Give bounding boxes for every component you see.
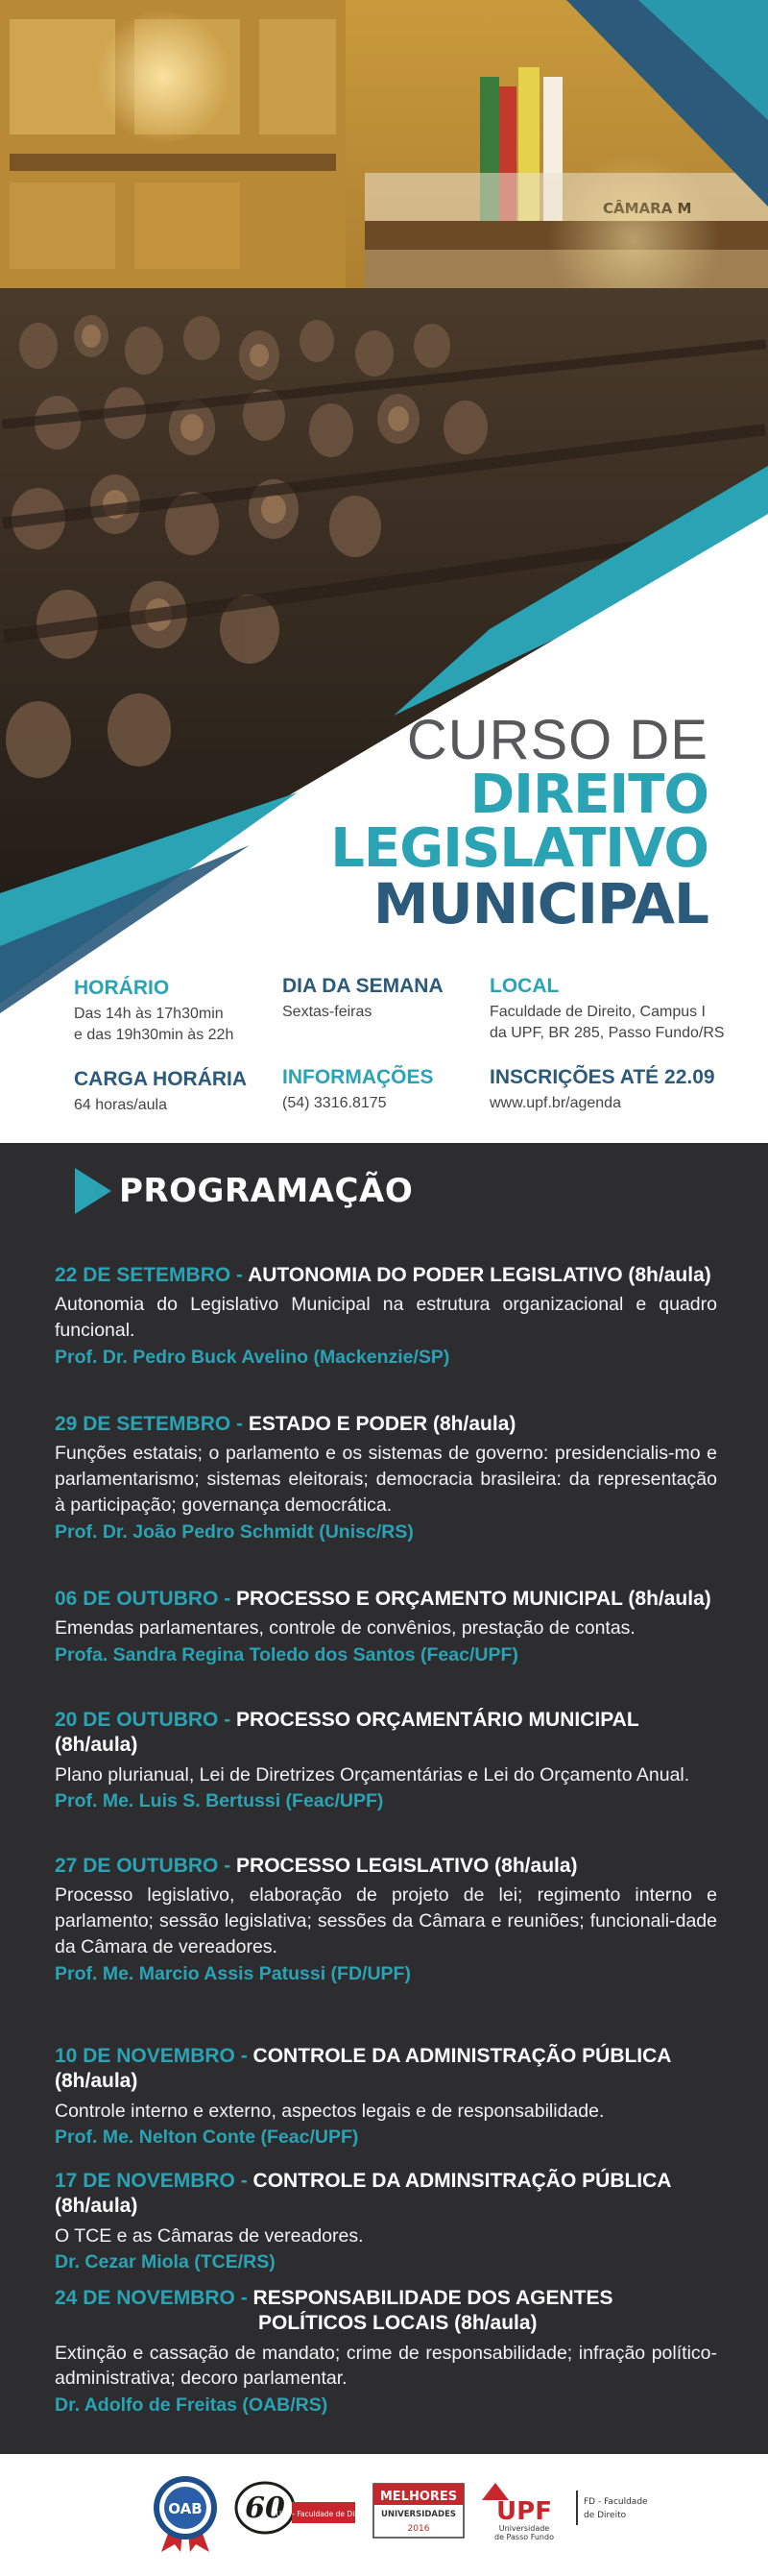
melhores-text: MELHORES <box>379 2490 458 2504</box>
entry-professor: Dr. Cezar Miola (TCE/RS) <box>55 2251 276 2273</box>
info-value[interactable]: www.upf.br/agenda <box>490 1095 621 1111</box>
entry-topic-line-2: POLÍTICOS LOCAIS (8h/aula) <box>258 2312 538 2335</box>
entry-heading <box>55 1412 717 1437</box>
upf-text: UPF <box>496 2497 552 2526</box>
entry-heading <box>55 1587 717 1612</box>
entry-topic: CONTROLE DA ADMINSITRAÇÃO PÚBLICA (8h/aula) <box>55 2170 671 2218</box>
melhores-universidades-logo <box>372 2483 465 2539</box>
title-line-3: LEGISLATIVO <box>330 817 708 880</box>
entry-date: 20 DE OUTUBRO - <box>55 1709 237 1731</box>
info-label: CARGA HORÁRIA <box>74 1068 248 1090</box>
play-triangle-icon <box>75 1168 111 1214</box>
entry-topic: PROCESSO E ORÇAMENTO MUNICIPAL (8h/aula) <box>236 1588 711 1610</box>
entry-topic: PROCESSO LEGISLATIVO (8h/aula) <box>236 1855 578 1877</box>
entry-professor: Prof. Me. Nelton Conte (Feac/UPF) <box>55 2126 359 2149</box>
entry-description: Plano plurianual, Lei de Diretrizes Orçamentárias e Lei do Orçamento Anual. <box>55 1763 690 1786</box>
program-entry <box>55 2044 717 2151</box>
entry-topic: PROCESSO ORÇAMENTÁRIO MUNICIPAL (8h/aula) <box>55 1709 639 1757</box>
fd-text: FD - Faculdade <box>584 2497 648 2507</box>
program-entry <box>55 1854 717 1987</box>
entry-description: Autonomia do Legislativo Municipal na estrutura organizacional e quadro funcional. <box>55 1294 717 1342</box>
info-label: HORÁRIO <box>74 977 170 999</box>
info-value: 64 horas/aula <box>74 1097 167 1113</box>
title-line-4: MUNICIPAL <box>372 871 708 936</box>
info-label: INFORMAÇÕES <box>282 1066 434 1088</box>
info-value: e das 19h30min às 22h <box>74 1027 234 1044</box>
program-entry <box>55 1263 717 1371</box>
entry-heading <box>55 2169 717 2220</box>
entry-topic: RESPONSABILIDADE DOS AGENTES <box>252 2287 613 2309</box>
entry-professor: Dr. Adolfo de Freitas (OAB/RS) <box>55 2394 328 2417</box>
entry-date: 24 DE NOVEMBRO - <box>55 2287 253 2309</box>
info-horario <box>74 977 233 1047</box>
melhores-subtext: UNIVERSIDADES <box>380 2510 457 2519</box>
oab-text: OAB <box>168 2500 203 2517</box>
hero-photo <box>0 0 768 1143</box>
oab-seal-logo <box>152 2475 219 2552</box>
info-local <box>490 975 725 1045</box>
upf-subtext-2: de Passo Fundo <box>494 2533 554 2541</box>
title-line-1: CURSO DE <box>406 709 708 771</box>
course-title <box>330 709 708 936</box>
title-line-2: DIREITO <box>469 764 708 826</box>
entry-description: Processo legislativo, elaboração de projeto de lei; regimento interno e parlamento; sessão legislativa; sessões da Câmara e reuniões; funcionali-dade da Câmara de vereadores. <box>55 1884 717 1958</box>
entry-date: 22 DE SETEMBRO - <box>55 1264 249 1286</box>
upf-logo <box>478 2479 570 2542</box>
info-label: LOCAL <box>490 975 560 997</box>
entry-topic: ESTADO E PODER (8h/aula) <box>248 1413 516 1435</box>
program-entry <box>55 2169 717 2275</box>
entry-description: Extinção e cassação de mandato; crime de responsabilidade; infração político-administrativa; decoro parlamentar. <box>55 2342 717 2390</box>
fd-text-2: de Direito <box>584 2511 627 2520</box>
info-value: da UPF, BR 285, Passo Fundo/RS <box>490 1025 725 1042</box>
entry-professor: Prof. Dr. João Pedro Schmidt (Unisc/RS) <box>55 1520 414 1543</box>
program-heading <box>75 1168 413 1214</box>
entry-date: 29 DE SETEMBRO - <box>55 1413 249 1435</box>
program-entry <box>55 2286 717 2418</box>
program-entry <box>55 1587 717 1668</box>
anniversary-60-logo <box>234 2477 372 2539</box>
footer-logos <box>0 2454 768 2576</box>
entry-professor: Prof. Me. Marcio Assis Patussi (FD/UPF) <box>55 1962 411 1984</box>
entry-description: Controle interno e externo, aspectos legais e de responsabilidade. <box>55 2100 605 2122</box>
entry-professor: Prof. Me. Luis S. Bertussi (Feac/UPF) <box>55 1790 384 1812</box>
entry-date: 06 DE OUTUBRO - <box>55 1588 237 1610</box>
entry-date: 27 DE OUTUBRO - <box>55 1855 237 1877</box>
info-dia-semana <box>282 975 444 1023</box>
info-value: Das 14h às 17h30min <box>74 1006 224 1022</box>
info-inscricoes <box>490 1066 715 1114</box>
entry-description: Funções estatais; o parlamento e os sistemas de governo: presidencialis-mo e parlamentarismo; sistemas eleitorais; democracia brasileira: da representação à participação; governança democrática. <box>55 1443 717 1517</box>
entry-heading <box>55 1708 717 1759</box>
entry-topic: CONTROLE DA ADMINISTRAÇÃO PÚBLICA (8h/aula) <box>55 2045 671 2093</box>
anniversary-number: 60 <box>245 2491 285 2525</box>
info-value: (54) 3316.8175 <box>282 1095 387 1111</box>
entry-professor: Prof. Dr. Pedro Buck Avelino (Mackenzie/SP) <box>55 1347 450 1369</box>
info-informacoes <box>282 1066 434 1114</box>
entry-professor: Profa. Sandra Regina Toledo dos Santos (Feac/UPF) <box>55 1644 518 1666</box>
entry-heading <box>55 1854 717 1879</box>
entry-description: O TCE e as Câmaras de vereadores. <box>55 2224 364 2247</box>
entry-description: Emendas parlamentares, controle de convênios, prestação de contas. <box>55 1617 636 1640</box>
program-entry <box>55 1708 717 1814</box>
entry-topic: AUTONOMIA DO PODER LEGISLATIVO (8h/aula) <box>248 1264 711 1286</box>
program-title: PROGRAMAÇÃO <box>119 1172 414 1210</box>
entry-heading <box>55 1263 717 1288</box>
info-value: Sextas-feiras <box>282 1004 372 1020</box>
entry-date: 10 DE NOVEMBRO - <box>55 2045 253 2067</box>
info-label: INSCRIÇÕES ATÉ 22.09 <box>490 1066 715 1088</box>
info-label: DIA DA SEMANA <box>282 975 444 997</box>
entry-heading <box>55 2286 717 2337</box>
program-entry <box>55 1412 717 1545</box>
upf-subtext-1: Universidade <box>498 2524 550 2533</box>
entry-heading <box>55 2044 717 2095</box>
melhores-year: 2016 <box>407 2524 430 2534</box>
info-value: Faculdade de Direito, Campus I <box>490 1004 706 1020</box>
info-carga-horaria <box>74 1068 247 1116</box>
hero <box>0 0 768 1143</box>
fd-logo <box>576 2489 653 2529</box>
entry-date: 17 DE NOVEMBRO - <box>55 2170 253 2192</box>
program-section <box>0 1143 768 2454</box>
anniversary-subtext: UPF - Faculdade de Direito <box>276 2510 372 2518</box>
